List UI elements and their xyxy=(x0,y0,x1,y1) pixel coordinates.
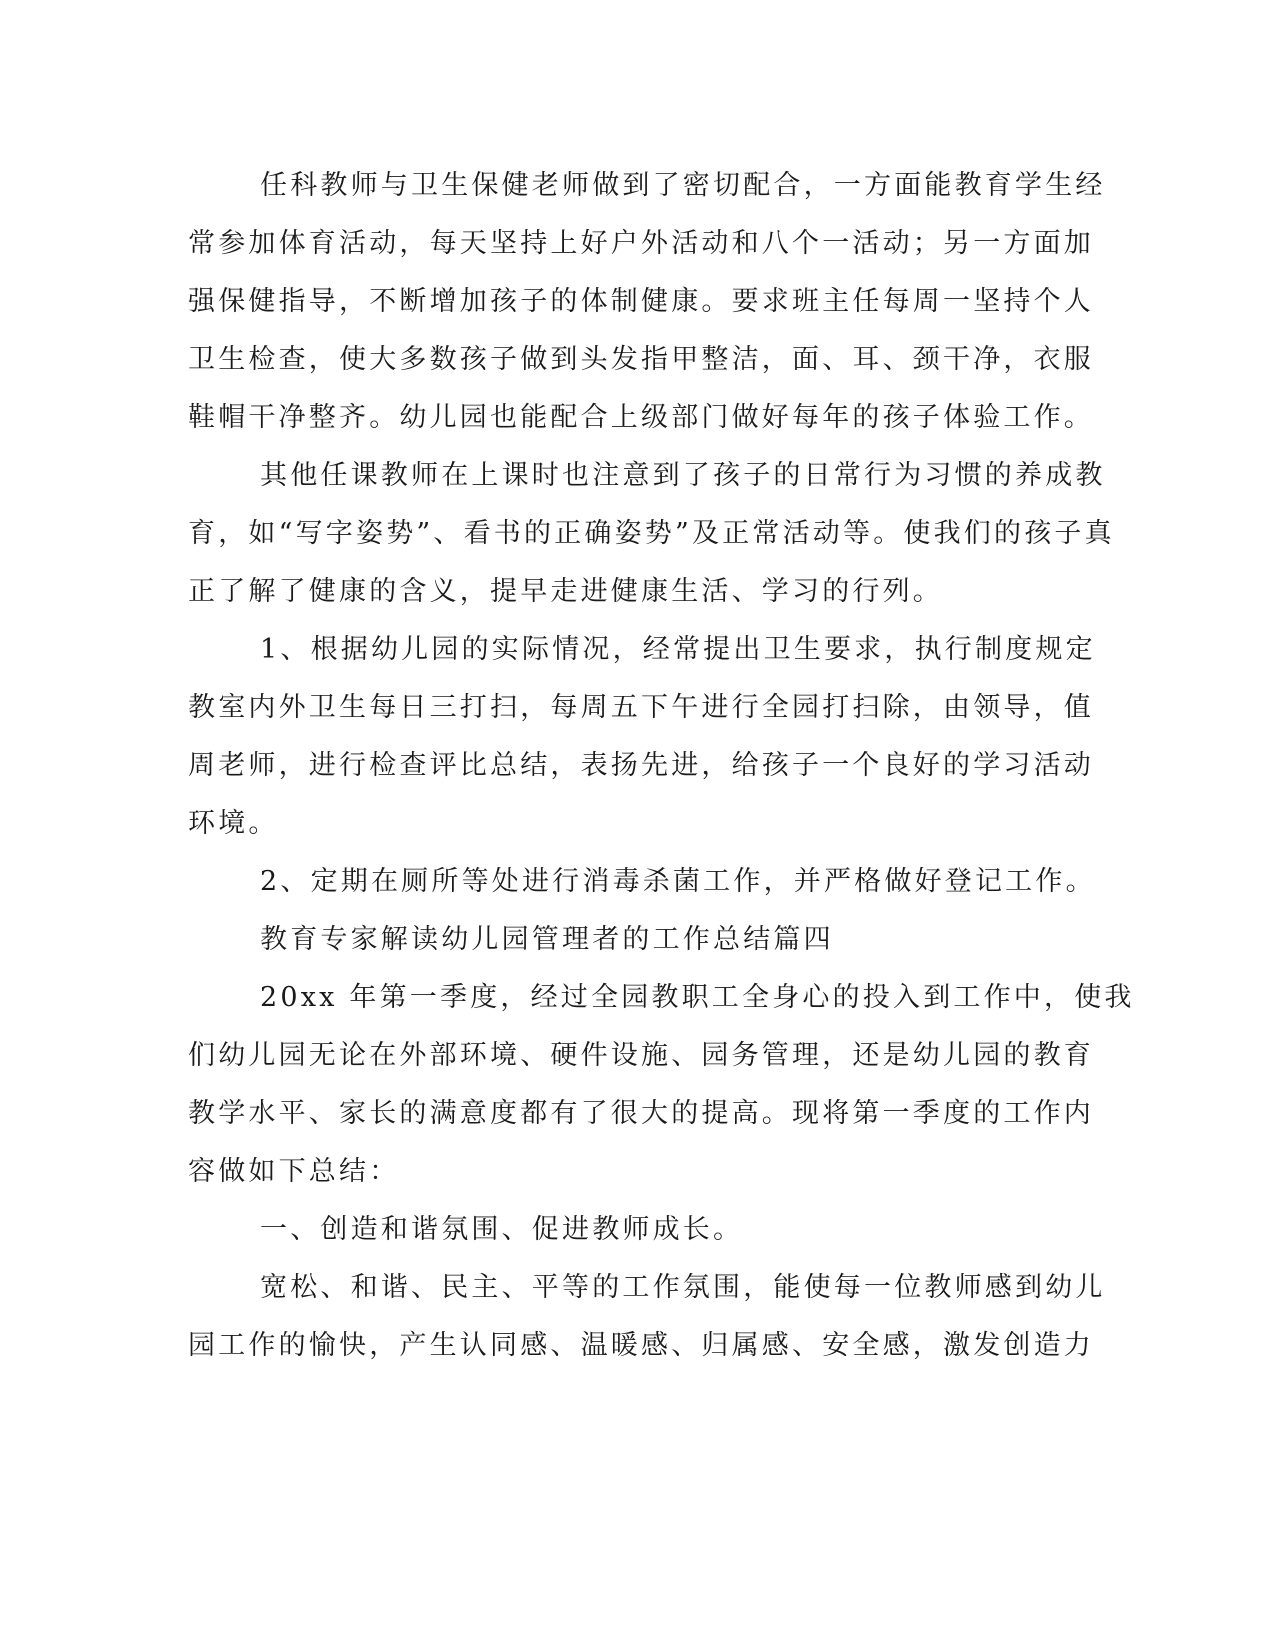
text-line: 教学水平、家长的满意度都有了很大的提高。现将第一季度的工作内 xyxy=(188,1098,1094,1129)
text-line: 环境。 xyxy=(188,808,279,839)
text-line: 教室内外卫生每日三打扫，每周五下午进行全园打扫除，由领导，值 xyxy=(188,692,1094,723)
text-line: 2、定期在厕所等处进行消毒杀菌工作，并严格做好登记工作。 xyxy=(260,866,1096,897)
text-line: 其他任课教师在上课时也注意到了孩子的日常行为习惯的养成教 xyxy=(260,460,1106,491)
text-line: 育，如“写字姿势”、看书的正确姿势”及正常活动等。使我们的孩子真 xyxy=(188,518,1115,549)
text-line: 宽松、和谐、民主、平等的工作氛围，能使每一位教师感到幼儿 xyxy=(260,1272,1106,1303)
text-line: 们幼儿园无论在外部环境、硬件设施、园务管理，还是幼儿园的教育 xyxy=(188,1040,1094,1071)
text-line: 强保健指导，不断增加孩子的体制健康。要求班主任每周一坚持个人 xyxy=(188,286,1094,317)
text-line: 常参加体育活动，每天坚持上好户外活动和八个一活动；另一方面加 xyxy=(188,228,1094,259)
text-line: 1、根据幼儿园的实际情况，经常提出卫生要求，执行制度规定 xyxy=(260,634,1096,665)
text-line: 周老师，进行检查评比总结，表扬先进，给孩子一个良好的学习活动 xyxy=(188,750,1094,781)
text-line: 园工作的愉快，产生认同感、温暖感、归属感、安全感，激发创造力 xyxy=(188,1330,1094,1361)
section-heading: 教育专家解读幼儿园管理者的工作总结篇四 xyxy=(260,924,834,955)
text-line: 20xx 年第一季度，经过全园教职工全身心的投入到工作中，使我 xyxy=(260,982,1135,1013)
text-line: 鞋帽干净整齐。幼儿园也能配合上级部门做好每年的孩子体验工作。 xyxy=(188,402,1094,433)
text-line: 容做如下总结： xyxy=(188,1156,400,1187)
text-line: 任科教师与卫生保健老师做到了密切配合，一方面能教育学生经 xyxy=(260,170,1106,201)
subsection-heading: 一、创造和谐氛围、促进教师成长。 xyxy=(260,1214,744,1245)
text-line: 卫生检查，使大多数孩子做到头发指甲整洁，面、耳、颈干净，衣服 xyxy=(188,344,1094,375)
text-line: 正了解了健康的含义，提早走进健康生活、学习的行列。 xyxy=(188,576,943,607)
